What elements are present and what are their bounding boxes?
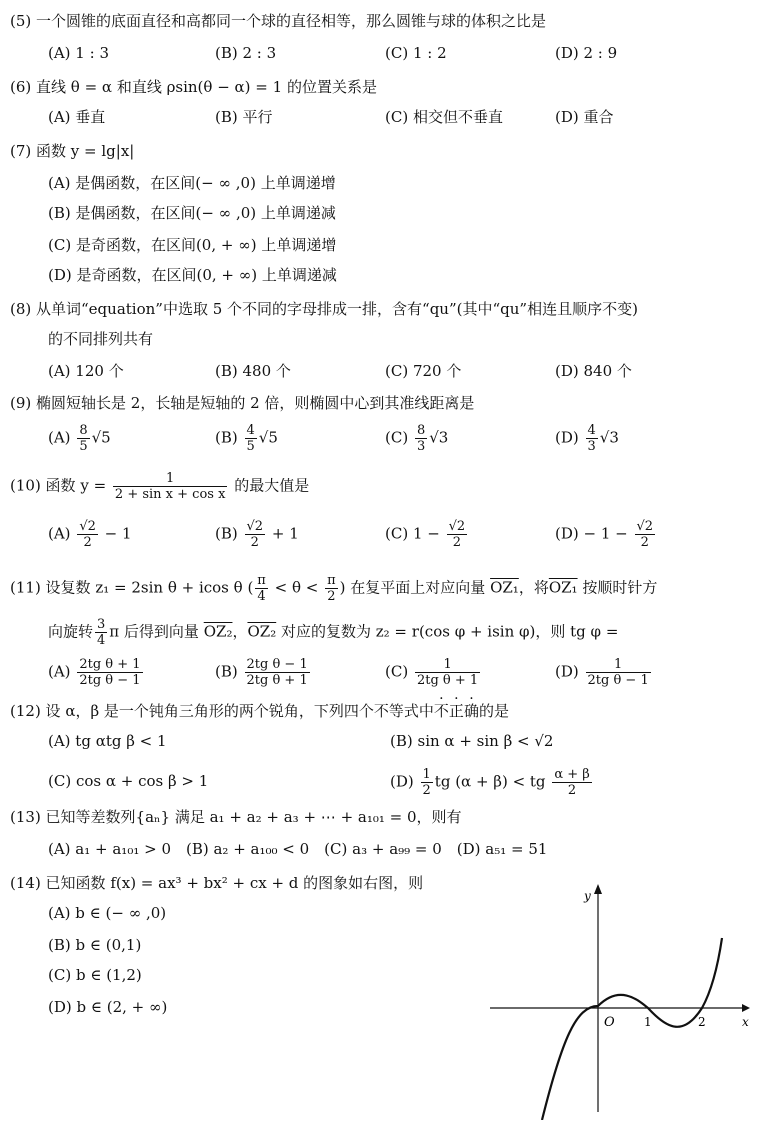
- q11-a-frac: [77, 658, 142, 687]
- q7-stem: (7) 函数 y = lg|x|: [10, 142, 135, 160]
- q9-a-den: 5: [79, 439, 88, 454]
- q8-stem: (8) 从单词“equation”中选取 5 个不同的字母排成一排，含有“qu”(其中“qu”相连且顺序不变): [10, 300, 638, 318]
- q10-a-tail: − 1: [104, 524, 132, 543]
- q11-b-den: 2tg θ + 1: [246, 673, 308, 688]
- q12-d-n1: 1: [422, 767, 431, 782]
- q11-n2: π: [327, 573, 336, 588]
- q10-b-num: √2: [246, 519, 264, 534]
- q8-option-c: (C) 720 个: [385, 362, 462, 380]
- q11-vec3: OZ₂: [203, 622, 233, 641]
- q10-a-frac: [77, 520, 98, 549]
- q12-option-a: (A) tg αtg β < 1: [48, 732, 167, 750]
- q12-stem-c: 的是: [478, 702, 509, 720]
- q11-c-den: 2tg θ + 1: [416, 673, 479, 688]
- q9-d-label: (D): [555, 428, 579, 447]
- q7-option-b: (B) 是偶函数，在区间(− ∞ ,0) 上单调递减: [48, 204, 336, 222]
- q9-a-rad: √5: [91, 428, 111, 447]
- q11-l2-a: 向旋转: [48, 622, 94, 641]
- q12-stem: [10, 704, 509, 719]
- q10-option-d: [555, 520, 657, 549]
- q9-c-frac: [415, 424, 427, 453]
- q11-l2-c: ，: [232, 622, 248, 641]
- q9-b-frac: [245, 424, 257, 453]
- q9-c-rad: √3: [429, 428, 449, 447]
- q6-option-c: (C) 相交但不垂直: [385, 108, 503, 126]
- q10-d-den: 2: [640, 535, 649, 550]
- q9-a-num: 8: [79, 423, 88, 438]
- q13-options: (A) a₁ + a₁₀₁ > 0 (B) a₂ + a₁₀₀ < 0 (C) a₃ + a₉₉ = 0 (D) a₅₁ = 51: [48, 840, 548, 858]
- q9-d-rad: √3: [599, 428, 619, 447]
- q9-c-num: 8: [416, 423, 426, 438]
- q11-l1-c: ，将: [518, 578, 549, 597]
- q10-num: 1: [113, 472, 228, 487]
- q14-option-b: (B) b ∈ (0,1): [48, 936, 142, 954]
- q8-option-b: (B) 480 个: [215, 362, 291, 380]
- q11-d-frac: [586, 658, 651, 687]
- q10-c-num: √2: [448, 519, 466, 534]
- q12-emph-2: 正: [448, 702, 464, 720]
- q13-stem: (13) 已知等差数列{aₙ} 满足 a₁ + a₂ + a₃ + ⋯ + a₁₀₁ = 0，则有: [10, 808, 462, 826]
- q12-d-frac1: [421, 768, 433, 797]
- q10-b-frac: [245, 520, 266, 549]
- q10-label: (10) 函数 y =: [10, 476, 107, 495]
- q12-option-d: [390, 768, 594, 797]
- q10-a-den: 2: [83, 535, 92, 550]
- q5-stem: (5) 一个圆锥的底面直径和高都同一个球的直径相等，那么圆锥与球的体积之比是: [10, 12, 547, 30]
- q11-vec2: OZ₁: [548, 578, 578, 597]
- q9-b-label: (B): [215, 428, 238, 447]
- q5-option-b: (B) 2 : 3: [215, 44, 277, 62]
- q11-option-d: [555, 658, 653, 687]
- x-axis-arrow: [742, 1004, 750, 1012]
- y-axis-arrow: [594, 884, 602, 894]
- q8-stem-cont: 的不同排列共有: [48, 330, 154, 348]
- q11-b-num: 2tg θ − 1: [246, 657, 308, 672]
- q14-option-d: (D) b ∈ (2, + ∞): [48, 998, 168, 1016]
- q6-option-a: (A) 垂直: [48, 108, 106, 126]
- q10-b-den: 2: [250, 535, 259, 550]
- q9-d-num: 4: [587, 423, 596, 438]
- q14-option-a: (A) b ∈ (− ∞ ,0): [48, 904, 167, 922]
- q6-stem: (6) 直线 θ = α 和直线 ρsin(θ − α) = 1 的位置关系是: [10, 78, 377, 96]
- q12-emph-3: 确: [463, 702, 479, 720]
- q6-option-d: (D) 重合: [555, 108, 614, 126]
- q11-b-frac: [245, 658, 310, 687]
- q11-vec1: OZ₁: [490, 578, 519, 597]
- q14-option-c: (C) b ∈ (1,2): [48, 966, 142, 984]
- q10-c-frac: [447, 520, 468, 549]
- q11-l1-b: ) 在复平面上对应向量: [339, 578, 486, 597]
- q9-b-num: 4: [246, 423, 255, 438]
- q12-emph-1: 不: [433, 702, 449, 720]
- q11-d-den: 2tg θ − 1: [587, 673, 649, 688]
- cubic-curve: [542, 938, 722, 1120]
- q11-a-num: 2tg θ + 1: [79, 657, 141, 672]
- q10-den: 2 + sin x + cos x: [114, 487, 226, 502]
- q9-option-d: [555, 424, 619, 453]
- q11-stem-line2: [48, 618, 618, 647]
- q9-a-label: (A): [48, 428, 71, 447]
- q11-frac3: [95, 618, 107, 647]
- q11-l1-a: (11) 设复数 z₁ = 2sin θ + icos θ (: [10, 578, 254, 597]
- q12-option-b: (B) sin α + sin β < √2: [390, 732, 554, 750]
- q6-option-b: (B) 平行: [215, 108, 273, 126]
- q7-option-c: (C) 是奇函数，在区间(0, + ∞) 上单调递增: [48, 236, 337, 254]
- q10-tail: 的最大值是: [234, 476, 310, 495]
- q11-c-num: 1: [415, 658, 480, 673]
- q7-option-a: (A) 是偶函数，在区间(− ∞ ,0) 上单调递增: [48, 174, 336, 192]
- q10-option-a: [48, 520, 132, 549]
- q9-a-frac: [77, 424, 89, 453]
- q10-a-num: √2: [79, 519, 96, 534]
- q9-option-b: [215, 424, 278, 453]
- q9-d-frac: [586, 424, 598, 453]
- q9-d-den: 3: [587, 439, 596, 454]
- q10-b-label: (B): [215, 524, 238, 543]
- y-axis-label: y: [584, 889, 591, 903]
- q9-c-label: (C): [385, 428, 409, 447]
- tick-label-1: 1: [644, 1015, 652, 1029]
- tick-label-2: 2: [698, 1015, 706, 1029]
- q10-d-num: √2: [636, 519, 654, 534]
- q12-stem-a: (12) 设 α，β 是一个钝角三角形的两个锐角，下列四个不等式中: [10, 702, 434, 720]
- q10-option-b: [215, 520, 299, 549]
- q9-stem: (9) 椭圆短轴长是 2，长轴是短轴的 2 倍，则椭圆中心到其准线距离是: [10, 394, 475, 412]
- q10-c-label: (C) 1 −: [385, 524, 440, 543]
- q10-a-label: (A): [48, 524, 71, 543]
- q11-frac1: [255, 574, 268, 603]
- q11-option-a: [48, 658, 145, 687]
- q12-d-d1: 2: [422, 783, 431, 798]
- q11-d-label: (D): [555, 662, 579, 681]
- q9-option-a: [48, 424, 111, 453]
- q14-stem: (14) 已知函数 f(x) = ax³ + bx² + cx + d 的图象如右图，则: [10, 874, 424, 892]
- q11-c-frac: [415, 658, 480, 687]
- q11-l2-e: 对应的复数为 z₂ = r(cos φ + isin φ)，则 tg φ =: [280, 622, 619, 641]
- q10-stem: [10, 472, 309, 501]
- q8-option-d: (D) 840 个: [555, 362, 632, 380]
- q10-b-tail: + 1: [271, 524, 299, 543]
- q12-d-label: (D): [390, 772, 414, 791]
- q11-l1-mid: < θ <: [274, 578, 319, 597]
- q12-d-n2: α + β: [554, 767, 590, 782]
- q11-d2: 2: [327, 589, 336, 604]
- q11-b-label: (B): [215, 662, 238, 681]
- q11-c-label: (C): [385, 662, 409, 681]
- q11-n1: π: [257, 573, 266, 588]
- q10-frac: [113, 472, 228, 501]
- q9-option-c: [385, 424, 448, 453]
- q8-option-a: (A) 120 个: [48, 362, 124, 380]
- q11-d-num: 1: [586, 658, 651, 673]
- q10-c-den: 2: [452, 535, 462, 550]
- q11-d3: 4: [97, 633, 106, 648]
- q10-option-c: [385, 520, 469, 549]
- q12-d-mid: tg (α + β) < tg: [434, 772, 546, 791]
- q11-l2-b: π 后得到向量: [109, 622, 199, 641]
- q11-n3: 3: [97, 617, 106, 632]
- q12-option-c: (C) cos α + cos β > 1: [48, 772, 209, 790]
- q11-a-den: 2tg θ − 1: [79, 673, 141, 688]
- q11-d1: 4: [257, 589, 266, 604]
- q5-option-a: (A) 1 : 3: [48, 44, 109, 62]
- q7-option-d: (D) 是奇函数，在区间(0, + ∞) 上单调递减: [48, 266, 337, 284]
- q11-option-b: [215, 658, 312, 687]
- q12-d-d2: 2: [567, 783, 577, 798]
- q11-l1-d: 按顺时针方: [582, 578, 658, 597]
- q11-frac2: [325, 574, 338, 603]
- q9-b-den: 5: [246, 439, 255, 454]
- q10-d-frac: [635, 520, 656, 549]
- q9-c-den: 3: [416, 439, 426, 454]
- x-axis-label: x: [742, 1015, 749, 1029]
- q11-a-label: (A): [48, 662, 71, 681]
- q9-b-rad: √5: [258, 428, 278, 447]
- q12-d-frac2: [552, 768, 591, 797]
- q5-option-d: (D) 2 : 9: [555, 44, 618, 62]
- q11-option-c: [385, 658, 482, 687]
- cubic-graph: [470, 880, 755, 1120]
- origin-label: O: [604, 1015, 615, 1030]
- q5-option-c: (C) 1 : 2: [385, 44, 447, 62]
- q10-d-label: (D) − 1 −: [555, 524, 628, 543]
- q11-vec4: OZ₂: [247, 622, 277, 641]
- q11-stem-line1: [10, 574, 657, 603]
